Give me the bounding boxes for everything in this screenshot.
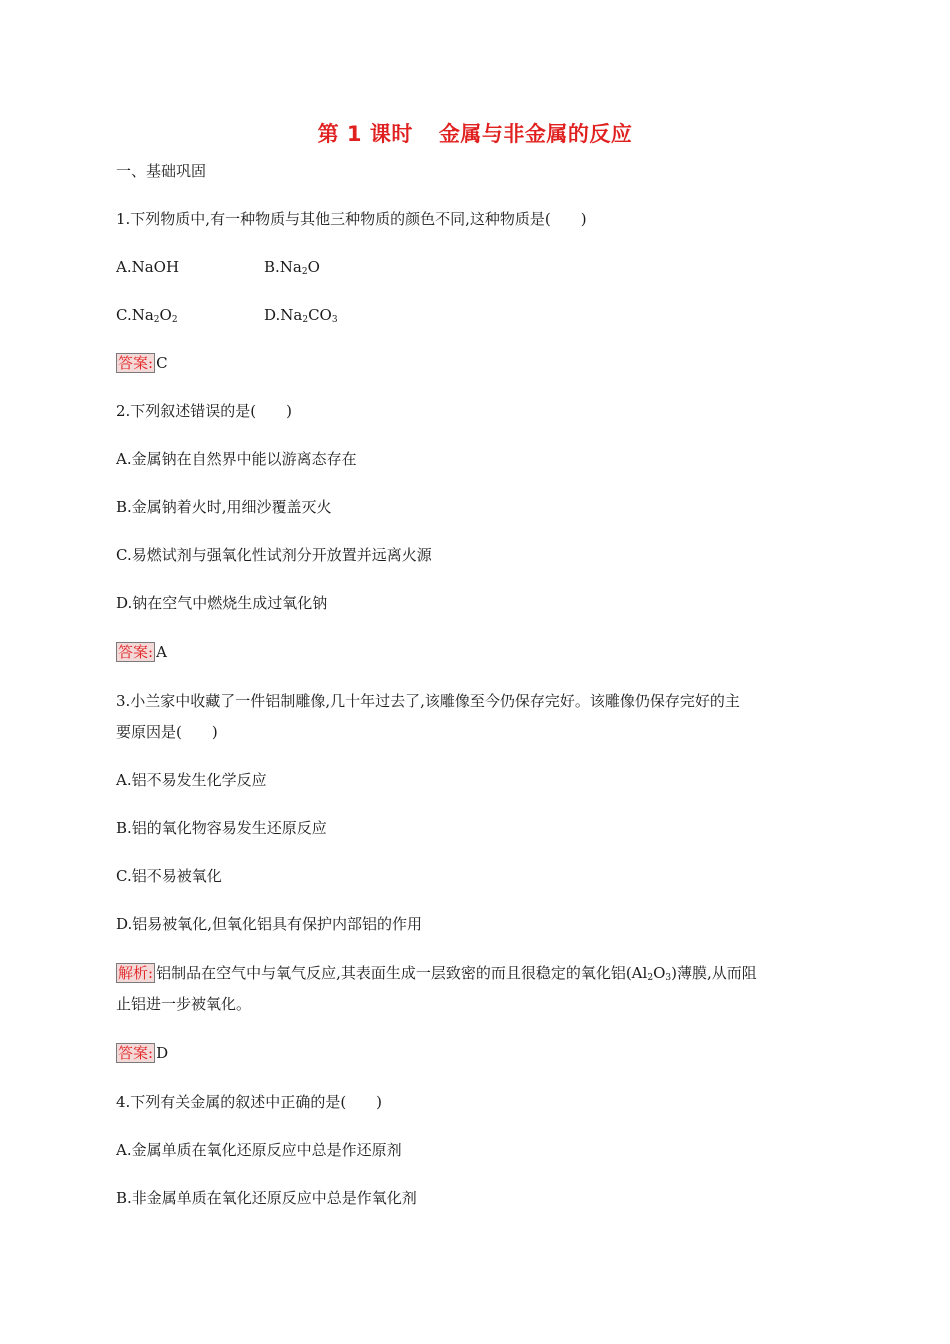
lesson-topic: 金属与非金属的反应 [438, 122, 633, 146]
page-title [0, 118, 950, 148]
q3-analysis-line1: 解析: 铝制品在空气中与氧气反应,其表面生成一层致密的而且很稳定的氧化铝$(Al_2O_3)$薄膜,从而阻 [118, 964, 757, 983]
lesson-number: 第 1 课时 [317, 122, 413, 146]
q1-answer [116, 352, 168, 374]
q3-option-a: A.铝不易发生化学反应 [116, 771, 267, 789]
q3-option-b: B.铝的氧化物容易发生还原反应 [116, 819, 327, 837]
q2-option-a: A.金属钠在自然界中能以游离态存在 [116, 450, 357, 468]
q3-answer-value: D [156, 1044, 169, 1062]
q4-option-b: B.非金属单质在氧化还原反应中总是作氧化剂 [116, 1189, 417, 1207]
q2-answer-value: A [156, 643, 167, 661]
analysis-label: 解析: [118, 964, 154, 982]
q2-answer [116, 641, 167, 663]
q4-option-a: A.金属单质在氧化还原反应中总是作还原剂 [116, 1141, 402, 1159]
q3-stem-line2: 要原因是( ) [116, 723, 218, 741]
q2-stem: 2.下列叙述错误的是( ) [116, 402, 293, 420]
answer-label: 答案: [118, 1044, 154, 1062]
q1-option-b: $B.Na_2O$ [264, 258, 320, 277]
q3-option-d: D.铝易被氧化,但氧化铝具有保护内部铝的作用 [116, 915, 423, 933]
q3-analysis-line2: 止铝进一步被氧化。 [116, 995, 252, 1013]
q1-stem: 1.下列物质中,有一种物质与其他三种物质的颜色不同,这种物质是( ) [116, 210, 587, 228]
q2-option-d: D.钠在空气中燃烧生成过氧化钠 [116, 594, 328, 612]
q1-option-d: $D.Na_2CO_3$ [264, 306, 338, 325]
answer-label: 答案: [118, 354, 154, 372]
q1-option-c: $C.Na_2O_2$ [116, 306, 178, 325]
q1-answer-value: C [156, 354, 168, 372]
q2-option-c: C.易燃试剂与强氧化性试剂分开放置并远离火源 [116, 546, 432, 564]
q3-option-c: C.铝不易被氧化 [116, 867, 222, 885]
q3-answer [116, 1042, 168, 1064]
q1-option-a: A.NaOH [116, 258, 180, 276]
answer-label: 答案: [118, 643, 154, 661]
q2-option-b: B.金属钠着火时,用细沙覆盖灭火 [116, 498, 332, 516]
q4-stem: 4.下列有关金属的叙述中正确的是( ) [116, 1093, 383, 1111]
section-heading: 一、基础巩固 [116, 162, 207, 180]
q3-stem-line1: 3.小兰家中收藏了一件铝制雕像,几十年过去了,该雕像至今仍保存完好。该雕像仍保存完好的主 [116, 692, 740, 710]
